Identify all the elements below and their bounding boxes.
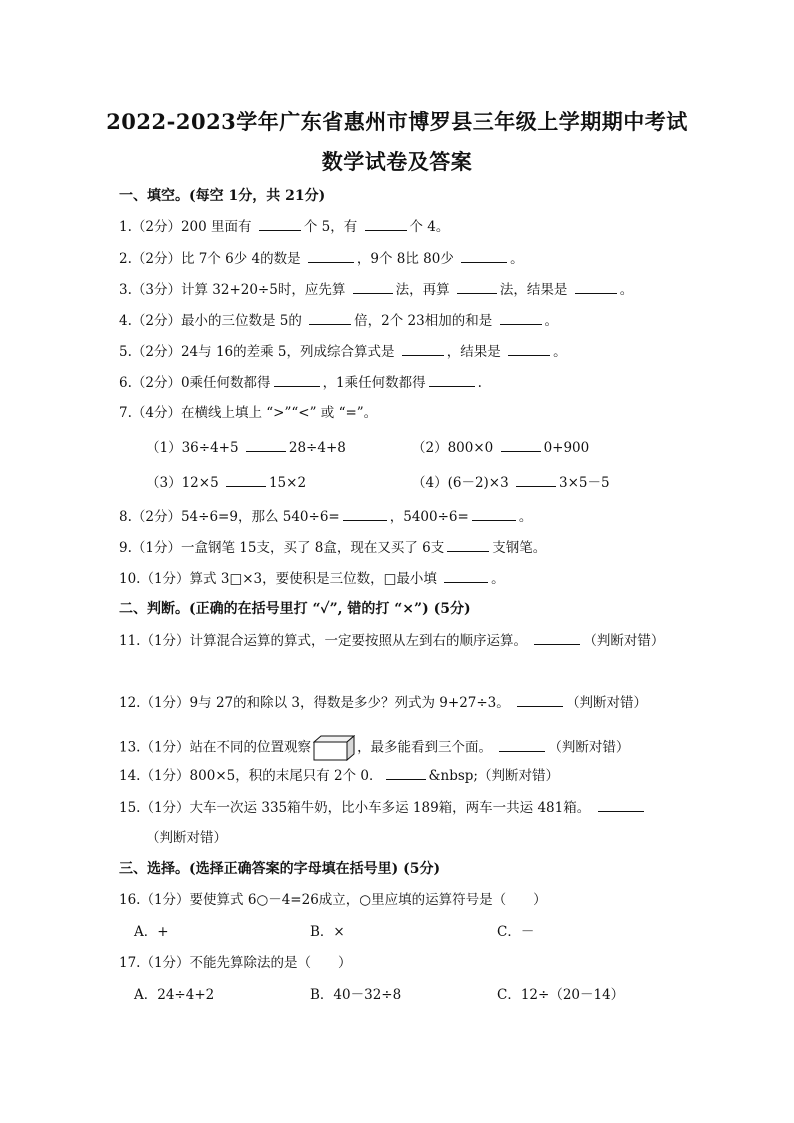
question-9: [119, 537, 546, 557]
answer-blank[interactable]: [516, 472, 556, 487]
question-text: 。: [619, 282, 634, 298]
answer-blank[interactable]: [353, 279, 393, 294]
answer-blank[interactable]: [246, 437, 286, 452]
answer-blank[interactable]: [575, 279, 617, 294]
question-text: （判断对错）: [566, 695, 648, 711]
question-text: 15×2: [268, 475, 307, 491]
question-5: [119, 341, 567, 361]
option-c[interactable]: C．－: [497, 924, 535, 940]
question-text: ，1乘任何数都得: [322, 375, 426, 391]
question-text: 5.（2分）24与 16的差乘 5，列成综合算式是: [119, 344, 399, 360]
question-text: 7.（4分）在横线上填上 “>”“<” 或 “=”。: [119, 405, 378, 421]
page-subtitle: 数学试卷及答案: [321, 149, 473, 174]
question-7-part-4: [412, 472, 610, 493]
question-text: ，结果是: [446, 344, 506, 360]
answer-blank[interactable]: [598, 797, 644, 812]
question-text: 8.（2分）54÷6=9，那么 540÷6=: [119, 509, 340, 525]
question-text: 2.（2分）比 7个 6少 4的数是: [119, 251, 305, 267]
question-text: （1）36÷4+5: [146, 440, 243, 456]
question-text: （判断对错）: [146, 830, 227, 846]
answer-blank[interactable]: [444, 568, 488, 583]
question-text: 1.（2分）200 里面有: [119, 219, 256, 235]
answer-blank[interactable]: [457, 279, 497, 294]
answer-blank[interactable]: [226, 472, 266, 487]
question-text: 13.（1分）站在不同的位置观察: [119, 739, 312, 756]
question-text: 。: [544, 313, 559, 329]
answer-blank[interactable]: [500, 310, 542, 325]
question-text: 15.（1分）大车一次运 335箱牛奶，比小车多运 189箱，两车一共运 481箱。: [119, 800, 595, 816]
answer-blank[interactable]: [309, 310, 351, 325]
question-text: （判断对错）: [583, 633, 665, 649]
answer-blank[interactable]: [461, 248, 507, 263]
option-b[interactable]: B．40－32÷8: [310, 987, 402, 1003]
section-heading-choice: 三、选择。(选择正确答案的字母填在括号里) (5分): [119, 861, 441, 877]
answer-blank[interactable]: [402, 341, 444, 356]
option-a[interactable]: A．+: [134, 924, 169, 940]
question-text: 。: [491, 571, 505, 587]
question-text: 法，再算: [395, 282, 454, 298]
question-15-suffix: [146, 828, 227, 848]
question-1: [119, 216, 449, 236]
question-text: 9.（1分）一盒钢笔 15支，买了 8盒，现在又买了 6支: [119, 540, 445, 556]
answer-blank[interactable]: [274, 372, 320, 387]
question-text: 10.（1分）算式 3□×3，要使积是三位数，□最小填: [119, 571, 442, 587]
question-text: 3.（3分）计算 32+20÷5时，应先算: [119, 282, 350, 298]
question-text: ，最多能看到三个面。: [357, 739, 497, 756]
question-text: 3×5－5: [559, 475, 610, 491]
question-7-part-3: [146, 472, 306, 493]
question-text: 4.（2分）最小的三位数是 5的: [119, 313, 307, 329]
question-text: 12.（1分）9与 27的和除以 3，得数是多少？列式为 9+27÷3。: [119, 695, 515, 711]
answer-blank[interactable]: [517, 692, 563, 707]
answer-blank[interactable]: [472, 506, 516, 521]
question-text: （2）800×0: [412, 440, 498, 456]
question-text: 法，结果是: [499, 282, 572, 298]
question-text: &nbsp;（判断对错）: [428, 768, 559, 784]
question-text: 16.（1分）要使算式 6○－4=26成立，○里应填的运算符号是（ ）: [119, 892, 547, 908]
question-11: [119, 630, 664, 650]
question-text: 6.（2分）0乘任何数都得: [119, 375, 271, 391]
question-7-part-1: [146, 437, 346, 458]
question-text: 14.（1分）800×5，积的末尾只有 2个 0．: [119, 768, 383, 784]
question-text: 个 4。: [409, 219, 450, 235]
question-text: 28÷4+8: [288, 440, 346, 456]
question-text: （3）12×5: [146, 475, 223, 491]
question-text: 。: [510, 251, 524, 267]
question-text: 支钢笔。: [492, 540, 547, 556]
question-3: [119, 279, 633, 299]
question-16: [119, 890, 547, 910]
answer-blank[interactable]: [308, 248, 354, 263]
answer-blank[interactable]: [508, 341, 550, 356]
section-heading-true-false: 二、判断。(正确的在括号里打 “✓”, 错的打 “×”) (5分): [119, 601, 471, 617]
question-2: [119, 248, 524, 268]
question-8: [119, 506, 532, 526]
cuboid-icon: [313, 735, 355, 761]
question-text: .: [477, 375, 482, 391]
question-text: ，5400÷6=: [389, 509, 469, 525]
question-text: 17.（1分）不能先算除法的是（ ）: [119, 955, 352, 971]
question-text: 。: [553, 344, 567, 360]
question-6: [119, 372, 482, 392]
question-text: ，9个 8比 80少: [356, 251, 459, 267]
answer-blank[interactable]: [447, 537, 489, 552]
option-b[interactable]: B．×: [310, 924, 345, 940]
answer-blank[interactable]: [365, 216, 407, 231]
answer-blank[interactable]: [343, 506, 387, 521]
question-17: [119, 953, 352, 973]
option-c[interactable]: C．12÷（20－14）: [497, 987, 625, 1003]
question-text: 11.（1分）计算混合运算的算式，一定要按照从左到右的顺序运算。: [119, 633, 532, 649]
question-15: [119, 797, 647, 817]
question-text: 个 5，有: [303, 219, 362, 235]
question-text: 倍，2个 23相加的和是: [354, 313, 497, 329]
answer-blank[interactable]: [259, 216, 301, 231]
question-text: 0+900: [543, 440, 590, 456]
question-4: [119, 310, 558, 330]
question-7-part-2: [412, 437, 589, 458]
answer-blank[interactable]: [429, 372, 475, 387]
page-title: 2022-2023学年广东省惠州市博罗县三年级上学期期中考试: [106, 109, 688, 134]
answer-blank[interactable]: [501, 437, 541, 452]
question-text: （4）(6－2)×3: [412, 475, 513, 491]
answer-blank[interactable]: [534, 630, 580, 645]
answer-blank[interactable]: [386, 765, 426, 780]
question-14: [119, 765, 559, 785]
question-7: [119, 403, 377, 423]
question-13: [119, 735, 629, 755]
question-10: [119, 568, 505, 588]
section-heading-fill-blank: 一、填空。(每空 1分，共 21分): [119, 188, 326, 204]
question-12: [119, 692, 647, 712]
answer-blank[interactable]: [499, 737, 545, 752]
question-text: 。: [518, 509, 533, 525]
question-text: （判断对错）: [548, 739, 630, 756]
option-a[interactable]: A．24÷4+2: [134, 987, 215, 1003]
